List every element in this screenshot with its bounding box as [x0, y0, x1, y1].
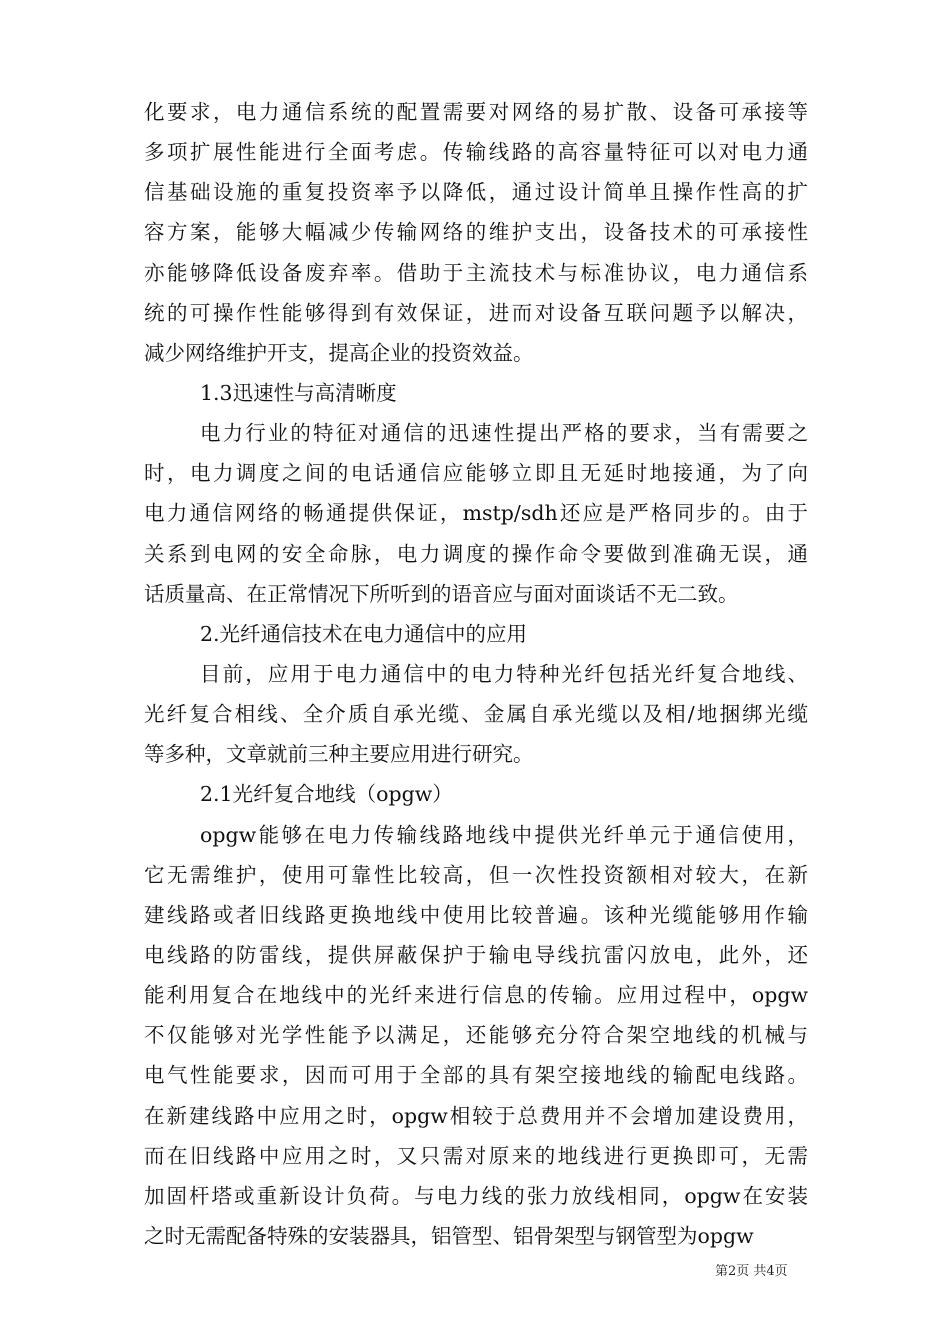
body-text-line: opgw能够在电力传输线路地线中提供光纤单元于通信使用， [200, 823, 808, 847]
body-text-line: 在新建线路中应用之时，opgw相较于总费用并不会增加建设费用， [144, 1104, 808, 1128]
body-text-line: 减少网络维护开支，提高企业的投资效益。 [144, 341, 534, 365]
body-text-line: 电力行业的特征对通信的迅速性提出严格的要求，当有需要之 [200, 421, 808, 445]
body-text-line: 而在旧线路中应用之时，又只需对原来的地线进行更换即可，无需 [144, 1144, 808, 1168]
body-text-line: 等多种，文章就前三种主要应用进行研究。 [144, 742, 534, 766]
body-text-line: 建线路或者旧线路更换地线中使用比较普遍。该种光缆能够用作输 [144, 903, 808, 927]
body-text-line: 加固杆塔或重新设计负荷。与电力线的张力放线相同，opgw在安装 [144, 1184, 808, 1208]
body-text-line: 之时无需配备特殊的安装器具，铝管型、铝骨架型与钢管型为opgw [144, 1224, 754, 1248]
body-text-line: 亦能够降低设备废弃率。借助于主流技术与标准协议，电力通信系 [144, 261, 808, 285]
body-text-line: 它无需维护，使用可靠性比较高，但一次性投资额相对较大，在新 [144, 863, 808, 887]
section-heading: 2.1光纤复合地线（opgw） [200, 782, 453, 806]
body-text-line: 不仅能够对光学性能予以满足，还能够充分符合架空地线的机械与 [144, 1023, 808, 1047]
section-heading: 1.3迅速性与高清晰度 [200, 381, 397, 405]
body-text-line: 电气性能要求，因而可用于全部的具有架空接地线的输配电线路。 [144, 1063, 808, 1087]
body-text-line: 统的可操作性能够得到有效保证，进而对设备互联问题予以解决， [144, 301, 808, 325]
body-text-line: 电力通信网络的畅通提供保证，mstp/sdh还应是严格同步的。由于 [144, 501, 808, 525]
body-text-line: 化要求，电力通信系统的配置需要对网络的易扩散、设备可承接等 [144, 100, 808, 124]
page-number: 第2页 共4页 [715, 1264, 788, 1279]
body-text-line: 目前，应用于电力通信中的电力特种光纤包括光纤复合地线、 [200, 662, 808, 686]
body-text-line: 多项扩展性能进行全面考虑。传输线路的高容量特征可以对电力通 [144, 140, 808, 164]
section-heading: 2.光纤通信技术在电力通信中的应用 [200, 622, 528, 646]
body-text-line: 信基础设施的重复投资率予以降低，通过设计简单且操作性高的扩 [144, 180, 808, 204]
body-text-line: 关系到电网的安全命脉，电力调度的操作命令要做到准确无误，通 [144, 542, 808, 566]
body-text-line: 光纤复合相线、全介质自承光缆、金属自承光缆以及相/地捆绑光缆 [144, 702, 808, 726]
body-text-line: 电线路的防雷线，提供屏蔽保护于输电导线抗雷闪放电，此外，还 [144, 943, 808, 967]
body-text-line: 时，电力调度之间的电话通信应能够立即且无延时地接通，为了向 [144, 461, 808, 485]
body-text-line: 能利用复合在地线中的光纤来进行信息的传输。应用过程中，opgw [144, 983, 808, 1007]
body-text-line: 话质量高、在正常情况下所听到的语音应与面对面谈话不无二致。 [144, 582, 739, 606]
body-text-line: 容方案，能够大幅减少传输网络的维护支出，设备技术的可承接性 [144, 220, 808, 244]
